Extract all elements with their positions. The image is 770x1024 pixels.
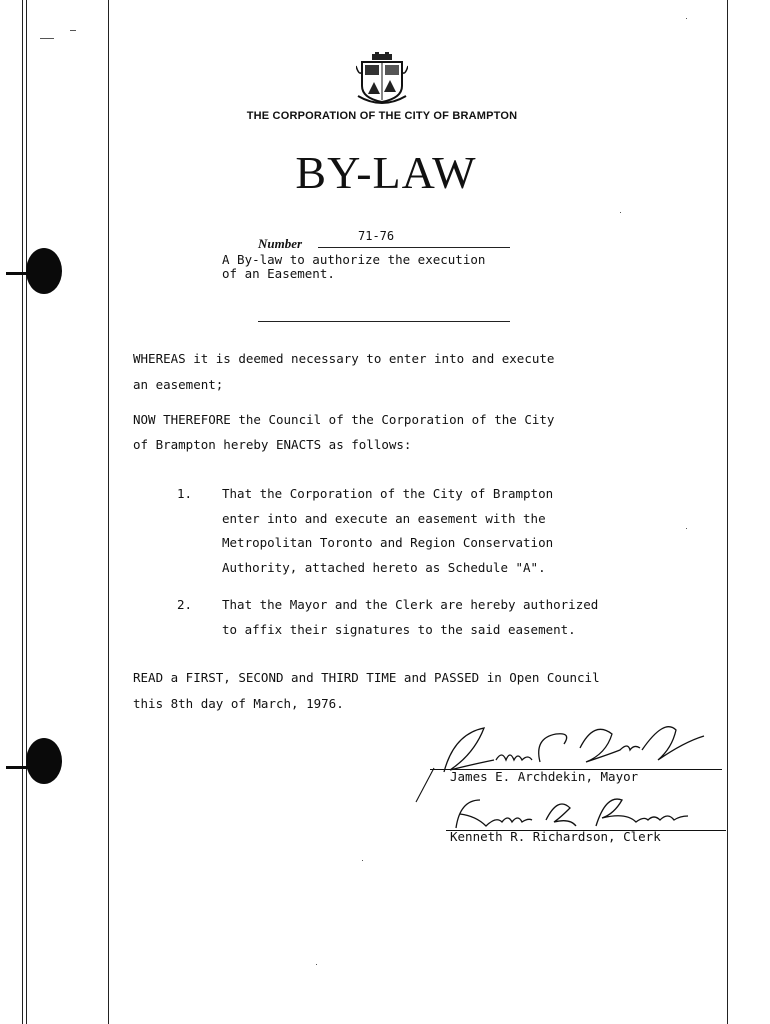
scan-speck [70, 30, 76, 31]
scan-speck [362, 860, 363, 861]
mayor-signature [414, 724, 724, 804]
header-divider [258, 321, 510, 322]
punch-hole-bottom [26, 738, 62, 784]
scan-speck [686, 18, 687, 19]
punch-hole-bottom-tick [6, 766, 30, 769]
bylaw-subtitle: A By-law to authorize the execution of an Easement. [222, 252, 486, 281]
item-1-line-2: enter into and execute an easement with the [222, 511, 546, 526]
corporation-heading: THE CORPORATION OF THE CITY OF BRAMPTON [246, 110, 518, 122]
scan-speck [686, 528, 687, 529]
mayor-name: James E. Archdekin, Mayor [450, 769, 639, 784]
read-line-2: this 8th day of March, 1976. [133, 696, 344, 711]
whereas-line-1: WHEREAS it is deemed necessary to enter into and execute [133, 351, 555, 366]
clerk-name: Kenneth R. Richardson, Clerk [450, 829, 661, 844]
bylaw-number-underline [318, 247, 510, 248]
punch-hole-top [26, 248, 62, 294]
item-1-line-1: That the Corporation of the City of Brampton [222, 486, 554, 501]
item-2-line-2: to affix their signatures to the said easement. [222, 622, 576, 637]
bylaw-number: 71-76 [358, 229, 395, 243]
item-2-number: 2. [177, 597, 193, 612]
item-1-number: 1. [177, 486, 193, 501]
item-2-line-1: That the Mayor and the Clerk are hereby authorized [222, 597, 599, 612]
read-line-1: READ a FIRST, SECOND and THIRD TIME and PASSED in Open Council [133, 670, 600, 685]
punch-hole-top-tick [6, 272, 30, 275]
page-title: BY-LAW [295, 147, 477, 198]
scan-speck [620, 212, 621, 213]
scan-speck [316, 964, 317, 965]
now-therefore-line-2: of Brampton hereby ENACTS as follows: [133, 437, 412, 452]
bylaw-number-label: Number [258, 236, 303, 251]
scan-speck [40, 38, 54, 39]
whereas-line-2: an easement; [133, 377, 224, 392]
now-therefore-line-1: NOW THEREFORE the Council of the Corporation of the City [133, 412, 555, 427]
item-1-line-3: Metropolitan Toronto and Region Conservation [222, 535, 554, 550]
item-1-line-4: Authority, attached hereto as Schedule "A". [222, 560, 546, 575]
city-coat-of-arms-icon [356, 52, 408, 108]
